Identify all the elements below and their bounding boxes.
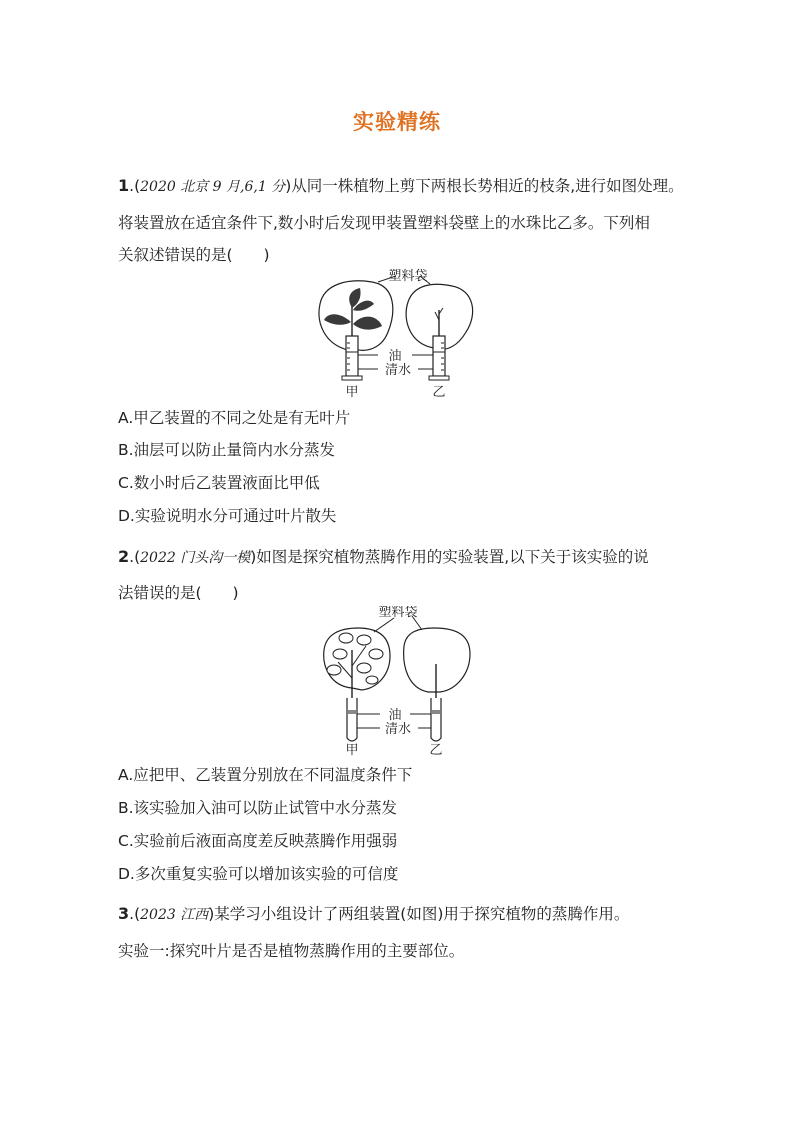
q2-leaf-7 <box>366 676 378 684</box>
q1-label-bag: 塑料袋 <box>388 269 428 284</box>
q1-stem-line-1 <box>118 175 684 198</box>
q2-leaf-4 <box>327 665 341 675</box>
q1-stem-line-3: 关叙述错误的是( ) <box>118 246 270 264</box>
q1-option-d: D.实验说明水分可通过叶片散失 <box>118 507 337 525</box>
q2-label-right: 乙 <box>429 743 443 758</box>
q2-stem-line-2: 法错误的是( ) <box>118 584 239 602</box>
q1-stem-line-2: 将装置放在适宜条件下,数小时后发现甲装置塑料袋壁上的水珠比乙多。下列相 <box>118 214 650 232</box>
q1-stem-first: )从同一株植物上剪下两根长势相近的枝条,进行如图处理。 <box>285 177 684 195</box>
q1-number: 1 <box>118 176 130 195</box>
q1-option-b: B.油层可以防止量筒内水分蒸发 <box>118 441 336 459</box>
q2-option-c: C.实验前后液面高度差反映蒸腾作用强弱 <box>118 832 398 850</box>
q3-source-open: .( <box>129 905 141 923</box>
page-title: 实验精练 <box>353 110 441 134</box>
q2-leaf-2 <box>357 635 371 645</box>
q2-figure <box>318 606 478 758</box>
q2-bag-right <box>404 628 470 692</box>
q1-source-open: .( <box>129 177 141 195</box>
q1-source: 2020 北京 9 月,6,1 分 <box>140 179 286 195</box>
q2-option-b: B.该实验加入油可以防止试管中水分蒸发 <box>118 799 398 817</box>
q2-option-a: A.应把甲、乙装置分别放在不同温度条件下 <box>118 766 413 784</box>
q1-option-c: C.数小时后乙装置液面比甲低 <box>118 474 320 492</box>
q2-tube-left <box>347 698 357 741</box>
q1-label-right: 乙 <box>432 385 446 400</box>
q2-stem-line-1 <box>118 546 649 569</box>
q2-leaf-5 <box>357 663 371 673</box>
q3-stem-first: )某学习小组设计了两组装置(如图)用于探究植物的蒸腾作用。 <box>208 905 630 923</box>
q2-number: 2 <box>118 547 130 566</box>
q1-label-water: 清水 <box>384 363 412 378</box>
q2-stem-first: )如图是探究植物蒸腾作用的实验装置,以下关于该实验的说 <box>250 548 649 566</box>
q2-leaf-3 <box>369 649 383 659</box>
q1-option-a: A.甲乙装置的不同之处是有无叶片 <box>118 409 351 427</box>
q3-stem-line-1 <box>118 903 629 926</box>
q3-stem-line-2: 实验一:探究叶片是否是植物蒸腾作用的主要部位。 <box>118 942 465 960</box>
q2-source: 2022 门头沟一模 <box>140 550 251 566</box>
q1-figure <box>310 268 480 404</box>
q2-label-left: 甲 <box>345 743 359 758</box>
q3-number: 3 <box>118 904 130 923</box>
q2-label-oil: 油 <box>388 708 402 723</box>
q2-tube-right <box>431 698 441 741</box>
q2-label-bag: 塑料袋 <box>378 606 418 620</box>
q3-source: 2023 江西 <box>140 907 209 923</box>
q2-option-d: D.多次重复实验可以增加该实验的可信度 <box>118 865 399 883</box>
q1-label-left: 甲 <box>345 385 359 400</box>
q1-label-oil: 油 <box>388 349 402 364</box>
q2-source-open: .( <box>129 548 141 566</box>
q2-label-water: 清水 <box>384 722 412 737</box>
q2-leaf-6 <box>339 633 353 643</box>
q2-leaf-1 <box>333 649 347 659</box>
